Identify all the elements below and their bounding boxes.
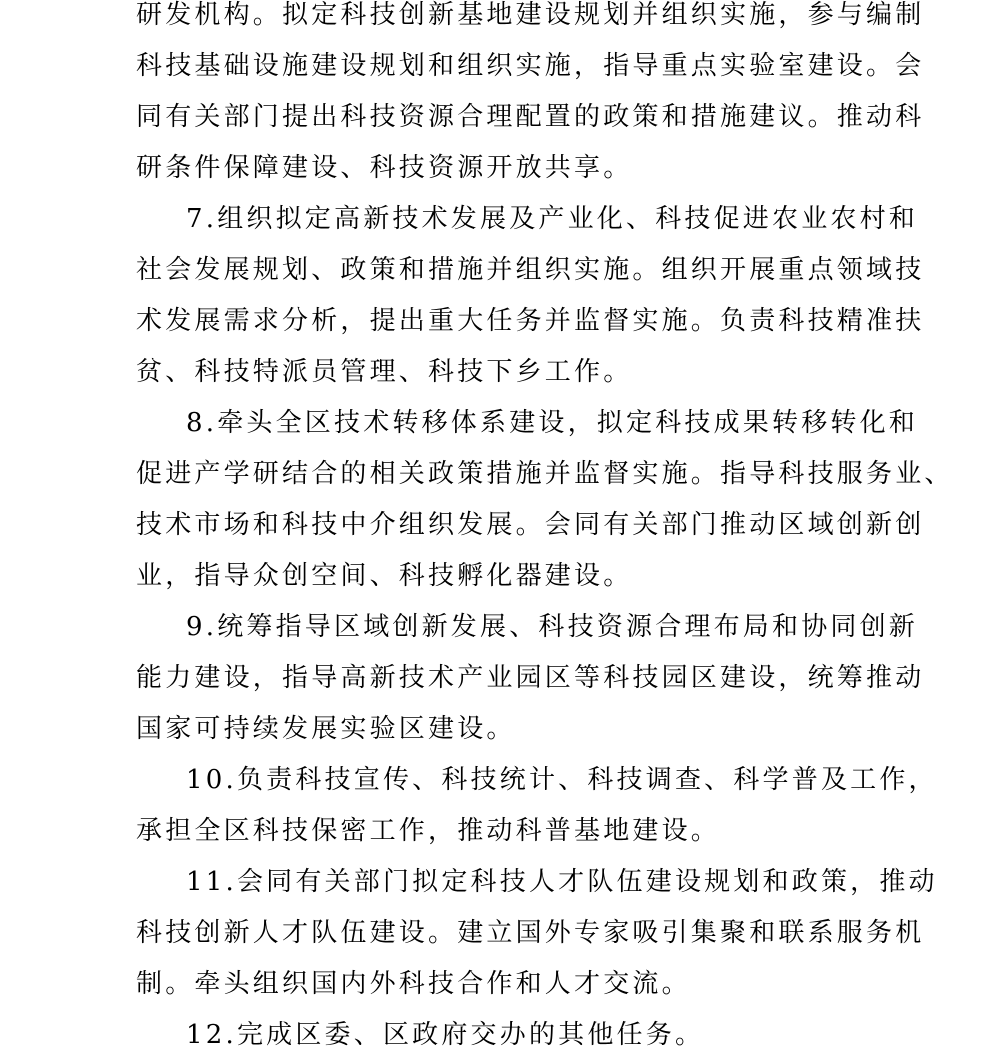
- item-9-line-1: 9.统筹指导区域创新发展、科技资源合理布局和协同创新: [186, 612, 919, 642]
- item-8-line-1: 8.牵头全区技术转移体系建设，拟定科技成果转移转化和: [186, 408, 919, 438]
- item-12-line-1: 12.完成区委、区政府交办的其他任务。: [186, 1020, 705, 1050]
- item-8-line-3: 技术市场和科技中介组织发展。会同有关部门推动区域创新创: [136, 510, 925, 540]
- item-8-line-4: 业，指导众创空间、科技孵化器建设。: [136, 561, 633, 591]
- item-7-line-3: 术发展需求分析，提出重大任务并监督实施。负责科技精准扶: [136, 306, 925, 336]
- item-9-line-2: 能力建设，指导高新技术产业园区等科技园区建设，统筹推动: [136, 663, 925, 693]
- item-7-line-1: 7.组织拟定高新技术发展及产业化、科技促进农业农村和: [186, 204, 919, 234]
- item-7-line-4: 贫、科技特派员管理、科技下乡工作。: [136, 357, 633, 387]
- item-11-line-1: 11.会同有关部门拟定科技人才队伍建设规划和政策，推动: [186, 867, 938, 897]
- item-10-line-2: 承担全区科技保密工作，推动科普基地建设。: [136, 816, 721, 846]
- text-line-1: 研发机构。拟定科技创新基地建设规划并组织实施，参与编制: [136, 0, 925, 30]
- item-11-line-3: 制。牵头组织国内外科技合作和人才交流。: [136, 969, 691, 999]
- text-line-2: 科技基础设施建设规划和组织实施，指导重点实验室建设。会: [136, 51, 925, 81]
- item-10-line-1: 10.负责科技宣传、科技统计、科技调查、科学普及工作，: [186, 765, 938, 795]
- text-line-4: 研条件保障建设、科技资源开放共享。: [136, 153, 633, 183]
- item-7-line-2: 社会发展规划、政策和措施并组织实施。组织开展重点领域技: [136, 255, 925, 285]
- item-8-line-2: 促进产学研结合的相关政策措施并监督实施。指导科技服务业、: [136, 459, 954, 489]
- item-11-line-2: 科技创新人才队伍建设。建立国外专家吸引集聚和联系服务机: [136, 918, 925, 948]
- text-line-3: 同有关部门提出科技资源合理配置的政策和措施建议。推动科: [136, 102, 925, 132]
- item-9-line-3: 国家可持续发展实验区建设。: [136, 714, 516, 744]
